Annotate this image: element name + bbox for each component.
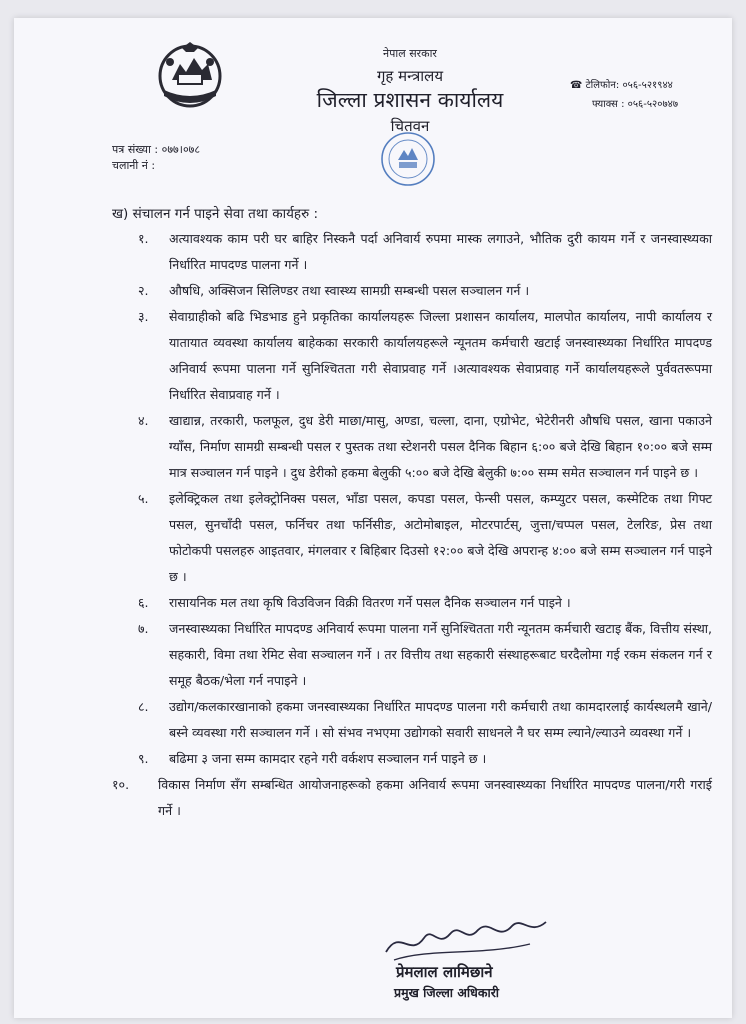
- phone-text: टेलिफोन: ०५६-५२१९४४: [585, 80, 673, 91]
- nepal-emblem-icon: [150, 40, 230, 112]
- signatory-name: प्रेमलाल लामिछाने: [396, 963, 493, 981]
- item-number: २.: [138, 283, 149, 298]
- ministry-label: गृह मन्त्रालय: [376, 67, 444, 85]
- item-number: ५.: [138, 491, 149, 506]
- service-list: [112, 226, 712, 824]
- phone-number: [570, 77, 673, 91]
- item-number: ९.: [138, 751, 149, 766]
- item-number: ३.: [138, 309, 149, 324]
- list-item: [112, 746, 712, 772]
- list-item: [112, 486, 712, 590]
- list-item: [112, 304, 712, 408]
- item-text: खाद्यान्न, तरकारी, फलफूल, दुध डेरी माछा/मासु, अण्डा, चल्ला, दाना, एग्रोभेट, भेटेरीनरी औषधि पसल, खाना पकाउने ग्याँस, निर्माण सामग्री सम्बन्धी पसल र पुस्तक तथा स्टेशनरी पसल दैनिक बिहान ६:०० बजे देखि बिहान १०:०० बजे सम्म मात्र सञ्चालन गर्न पाइने । दुध डेरीको हकमा बेलुकी ५:०० बजे देखि बेलुकी ७:०० सम्म समेत सञ्चालन गर्न पाइने छ ।: [169, 413, 712, 480]
- handwritten-signature: [380, 908, 580, 968]
- list-item: [112, 616, 712, 694]
- list-item: [112, 590, 712, 616]
- reference-number: पत्र संख्या : ०७७।०७८: [112, 143, 201, 156]
- item-text: औषधि, अक्सिजन सिलिण्डर तथा स्वास्थ्य सामग्री सम्बन्धी पसल सञ्चालन गर्न ।: [169, 283, 530, 298]
- item-number: १.: [138, 231, 149, 246]
- item-number: ६.: [138, 595, 149, 610]
- list-item: [112, 772, 712, 824]
- item-number: ७.: [138, 621, 149, 636]
- item-text: उद्योग/कलकारखानाको हकमा जनस्वास्थ्यका निर्धारित मापदण्ड पालना गरी कर्मचारी तथा कामदारलाई कार्यस्थलमै खाने/बस्ने व्यवस्था गरी सञ्चालन गर्ने । सो संभव नभएमा उद्योगको सवारी साधनले नै घर सम्म ल्याने/ल्याउने व्यवस्था गर्ने ।: [169, 699, 712, 740]
- item-text: जनस्वास्थ्यका निर्धारित मापदण्ड अनिवार्य रूपमा पालना गर्ने सुनिश्चितता गरी न्यूनतम कर्मचारी खटाइ बैंक, वित्तीय संस्था, सहकारी, विमा तथा रेमिट सेवा सञ्चालन गर्ने । तर वित्तीय तथा सहकारी संस्थाहरूबाट घरदैलोमा गई रकम संकलन गर्न र समूह बैठक/भेला गर्न नपाइने ।: [169, 621, 713, 688]
- phone-icon: ☎: [570, 80, 586, 91]
- item-text: अत्यावश्यक काम परी घर बाहिर निस्कनै पर्दा अनिवार्य रुपमा मास्क लगाउने, भौतिक दुरी कायम गर्ने र जनस्वास्थ्यका निर्धारित मापदण्ड पालना गर्ने ।: [169, 231, 712, 272]
- item-text: रासायनिक मल तथा कृषि विउविजन विक्री वितरण गर्ने पसल दैनिक सञ्चालन गर्न पाइने ।: [169, 595, 571, 610]
- item-number: ४.: [138, 413, 149, 428]
- district-label: चितवन: [390, 117, 430, 135]
- list-item: [112, 278, 712, 304]
- item-text: इलेक्ट्रिकल तथा इलेक्ट्रोनिक्स पसल, भाँडा पसल, कपडा पसल, फेन्सी पसल, कम्प्युटर पसल, कस्मेटिक तथा गिफ्ट पसल, सुनचाँदी पसल, फर्निचर तथा फर्निसीङ, अटोमोबाइल, मोटरपार्टस्, जुत्ता/चप्पल पसल, टेलरिङ, प्रेस तथा फोटोकपी पसलहरु आइतवार, मंगलवार र बिहिबार दिउसो १२:०० बजे देखि अपरान्ह ४:०० बजे सम्म सञ्चालन गर्न पाइने छ ।: [169, 491, 712, 584]
- item-number: ८.: [138, 699, 149, 714]
- fax-number: फ्याक्स : ०५६-५२०७४७: [592, 99, 679, 110]
- signatory-title: प्रमुख जिल्ला अधिकारी: [394, 985, 500, 1000]
- office-title: जिल्ला प्रशासन कार्यालय: [316, 88, 504, 112]
- item-text: विकास निर्माण सँग सम्बन्धित आयोजनाहरूको हकमा अनिवार्य रूपमा जनस्वास्थ्यका निर्धारित मापदण्ड पालना/गरी गराई गर्ने ।: [158, 777, 712, 818]
- dispatch-number: चलानी नं :: [112, 159, 156, 172]
- list-item: [112, 226, 712, 278]
- item-text: सेवाग्राहीको बढि भिडभाड हुने प्रकृतिका कार्यालयहरू जिल्ला प्रशासन कार्यालय, मालपोत कार्यालय, नापी कार्यालय र यातायात व्यवस्था कार्यालय बाहेकका सरकारी कार्यालयहरूले न्यूनतम कर्मचारी खटाई जनस्वास्थ्यका निर्धारित मापदण्ड अनिवार्य रूपमा पालना गर्ने सुनिश्चितता गरी सेवाप्रवाह गर्ने ।अत्यावश्यक सेवाप्रवाह गर्ने कार्यालयहरूले पुर्ववतरूपमा निर्धारित सेवाप्रवाह गर्ने ।: [169, 309, 712, 402]
- list-item: [112, 694, 712, 746]
- item-text: बढिमा ३ जना सम्म कामदार रहने गरी वर्कशप सञ्चालन गर्न पाइने छ ।: [169, 751, 487, 766]
- item-number: १०.: [112, 777, 130, 792]
- government-label: नेपाल सरकार: [383, 47, 437, 60]
- section-heading: ख) संचालन गर्न पाइने सेवा तथा कार्यहरु :: [112, 206, 318, 222]
- list-item: [112, 408, 712, 486]
- office-stamp-icon: [378, 130, 438, 188]
